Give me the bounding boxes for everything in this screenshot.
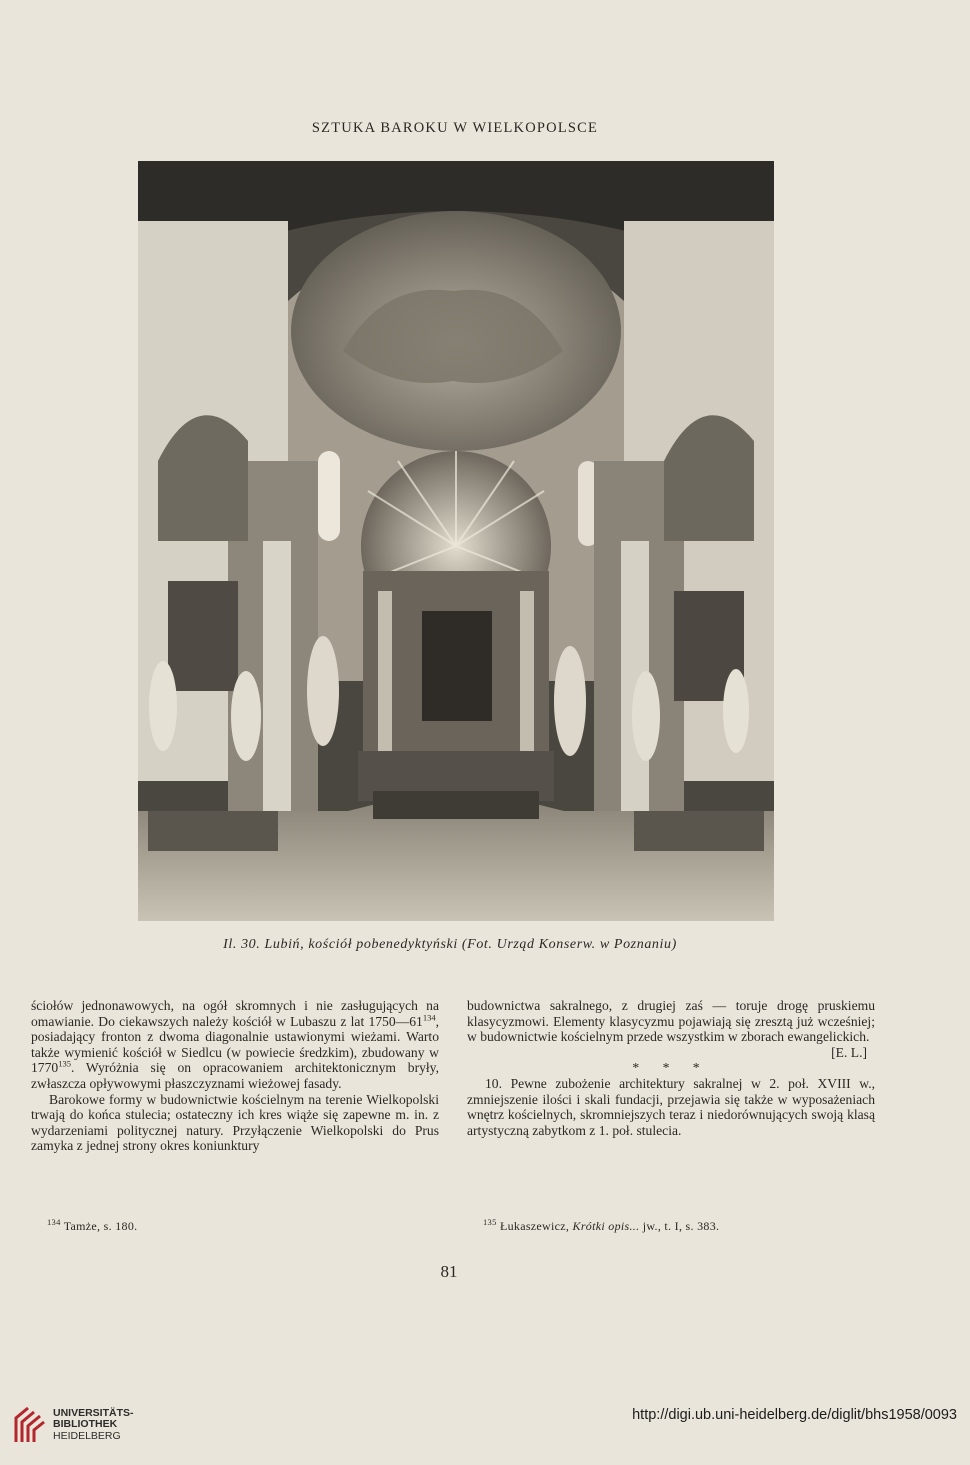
right-paragraph-1: budownictwa sakralnego, z drugiej zaś — toruje drogę pruskiemu klasycyzmowi. Elementy klasycyzmu pojawiają się zresztą już wcześniej; w budownictwie kościelnym przede wszystkim w zborach ewangelickich. [467, 998, 875, 1045]
footnote-135: $^{135}$ Łukaszewicz, Krótki opis... jw., t. I, s. 383. [483, 1217, 720, 1233]
footnote-ref-134[interactable]: 134 [422, 1012, 436, 1023]
right-paragraph-2: 10. Pewne zubożenie architektury sakralnej w 2. poł. XVIII w., zmniejszenie ilości i skali fundacji, przejawia się także w wyposażeniach wnętrz kościelnych, skromniejszych teraz i niedorównujących swoją klasą artystyczną zabytkom z 1. poł. stulecia. [467, 1075, 875, 1138]
page-number: 81 [440, 1262, 458, 1281]
source-url-link[interactable]: http://digi.ub.uni-heidelberg.de/diglit/bhs1958/0093 [632, 1407, 957, 1423]
footnote-ref-135[interactable]: 135 [58, 1058, 71, 1069]
church-interior-photograph [138, 161, 774, 921]
author-signature: [E. L.] [831, 1044, 867, 1060]
footnote-134: $^{134}$ Tamże, s. 180. [47, 1217, 138, 1233]
left-paragraph-2: Barokowe formy w budownictwie kościelnym na terenie Wielkopolski trwają do końca stulecia; ostateczny ich kres wiąże się zapewne m. in. z wydarzeniami politycznej natury. Przyłączenie Wielkopolski do Prus zamyka z jednej strony okres koniunktury [31, 1091, 439, 1154]
left-paragraph-1: ściołów jednonawowych, na ogół skromnych i nie zasługujących na omawianie. Do ciekawszych należy kościół w Lubaszu z lat $1750—61^{134}$, posiadający fronton z dwoma diagonalnie ustawionymi wieżami. Warto także wymienić kościół w Siedlcu (w powiecie średzkim), zbudowany w 1770$^{135}$. Wyróżnia się on opracowaniem architektonicznym bryły, zwłaszcza opływowymi płaszczyznami wieżowej fasady. [31, 998, 439, 1091]
logo-line-1: UNIVERSITÄTS- [53, 1406, 134, 1419]
logo-line-2: BIBLIOTHEK [53, 1418, 118, 1431]
left-text-column [31, 998, 439, 1154]
running-title: SZTUKA BAROKU W WIELKOPOLSCE [311, 120, 599, 136]
logo-line-3: HEIDELBERG [53, 1429, 121, 1442]
university-library-icon [12, 1404, 46, 1446]
library-logo[interactable] [12, 1404, 134, 1446]
section-separator: * * * [632, 1060, 710, 1076]
right-text-column [467, 998, 875, 1138]
figure-caption: Il. 30. Lubiń, kościół pobenedyktyński (Fot. Urząd Konserw. w Poznaniu) [223, 937, 677, 952]
